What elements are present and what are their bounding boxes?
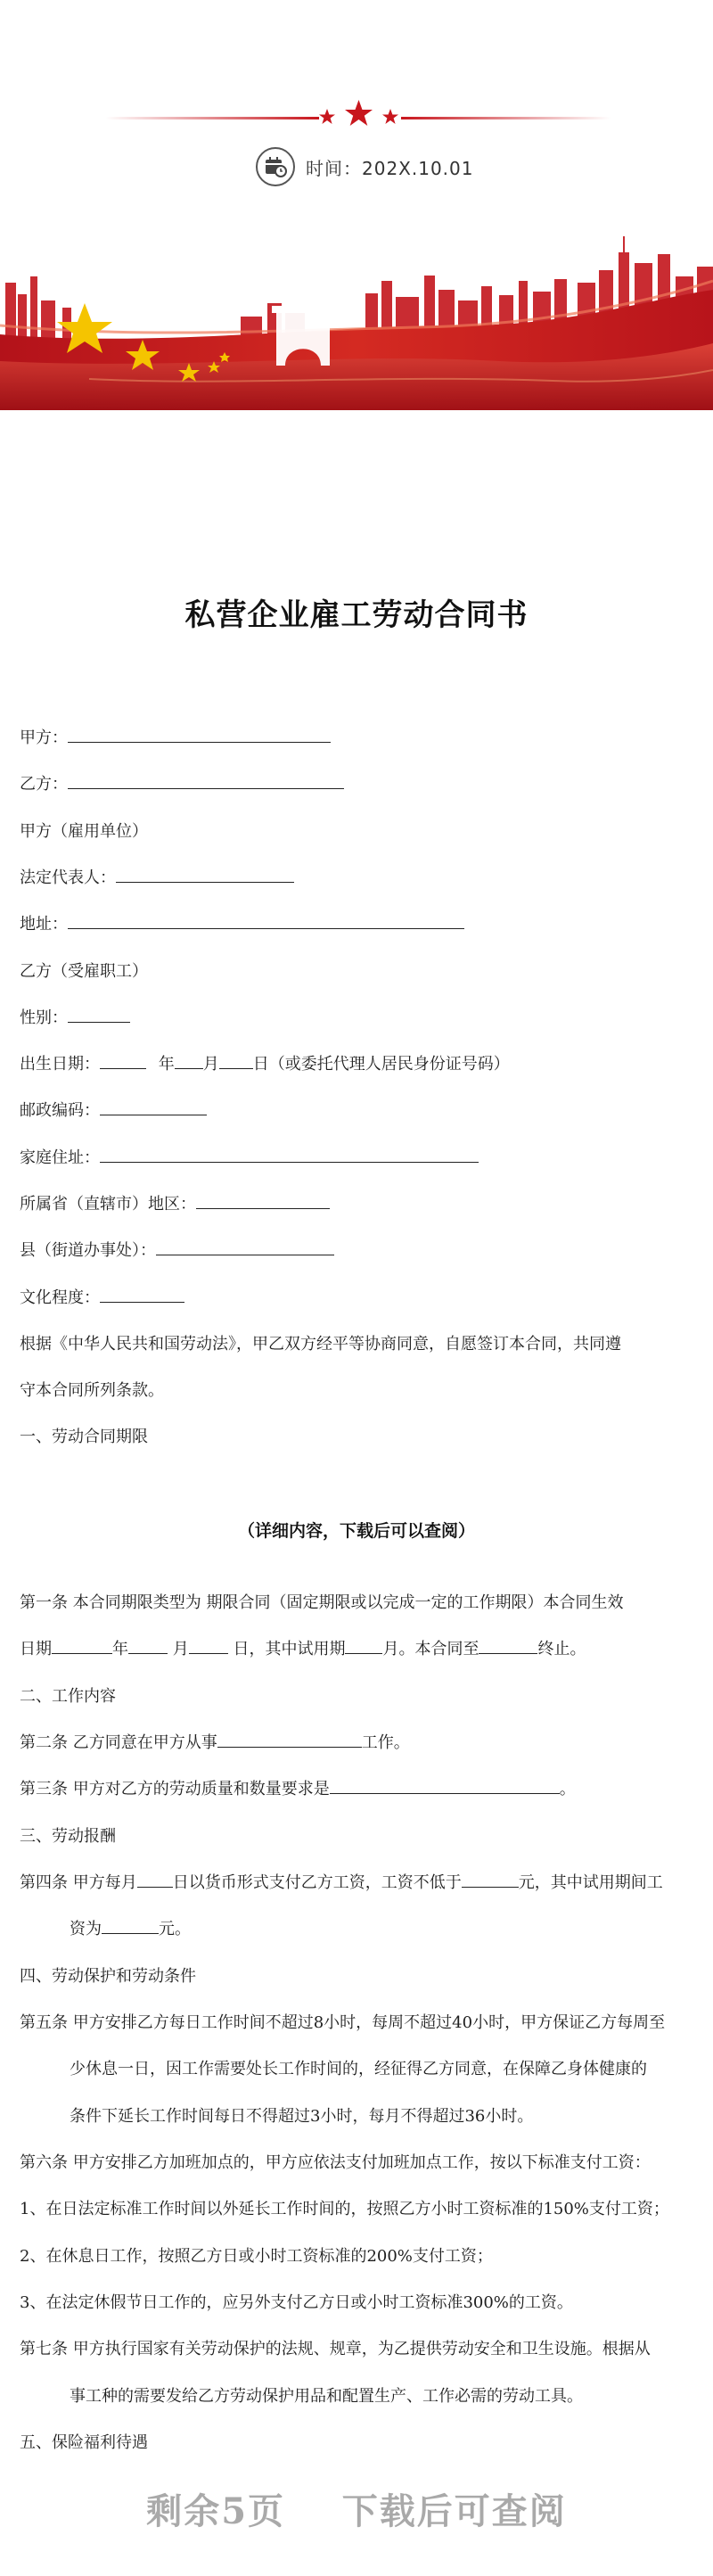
field-province: 所属省（直辖市）地区：	[20, 1191, 330, 1214]
article-4-line-2: 资为 元。	[70, 1920, 191, 1938]
article-6-item-3: 3、在法定休假节日工作的，应另外支付乙方日或小时工资标准300%的工资。	[20, 2293, 573, 2312]
header-rule-left	[105, 117, 319, 119]
download-note: （详细内容，下载后可以查阅）	[237, 1521, 475, 1541]
calendar-clock-icon	[256, 147, 295, 186]
article-4-line-1: 第四条 甲方每月 日以货币形式支付乙方工资，工资不低于 元，其中试用期间工	[20, 1873, 663, 1892]
document-title: 私营企业雇工劳动合同书	[184, 597, 529, 633]
field-postcode: 邮政编码：	[20, 1098, 207, 1121]
article-3: 第三条 甲方对乙方的劳动质量和数量要求是 。	[20, 1780, 576, 1798]
field-address: 地址：	[20, 911, 464, 934]
section-heading-3: 三、劳动报酬	[20, 1827, 116, 1846]
star-icon	[345, 100, 373, 126]
intro-line-1: 根据《中华人民共和国劳动法》，甲乙双方经平等协商同意，自愿签订本合同，共同遵	[20, 1335, 621, 1354]
date-row	[256, 147, 474, 186]
header-stars	[316, 96, 401, 137]
article-7-line-1: 第七条 甲方执行国家有关劳动保护的法规、规章，为乙提供劳动安全和卫生设施。根据从	[20, 2340, 651, 2358]
section-heading-1: 一、劳动合同期限	[20, 1428, 148, 1446]
article-2: 第二条 乙方同意在甲方从事 工作。	[20, 1733, 410, 1752]
article-5-line-1: 第五条 甲方安排乙方每日工作时间不超过8小时，每周不超过40小时，甲方保证乙方每周至	[20, 2013, 666, 2032]
field-legal-rep: 法定代表人：	[20, 865, 294, 888]
header-rule-right	[401, 117, 611, 119]
article-1-line-1: 第一条 本合同期限类型为 期限合同（固定期限或以完成一定的工作期限）本合同生效	[20, 1593, 624, 1612]
star-icon	[382, 109, 398, 124]
field-birth-date: 出生日期： 年 月 日（或委托代理人居民身份证号码）	[20, 1055, 510, 1074]
section-heading-5: 五、保险福利待遇	[20, 2433, 148, 2452]
section-heading-2: 二、工作内容	[20, 1687, 116, 1706]
intro-line-2: 守本合同所列条款。	[20, 1381, 164, 1400]
field-home-address: 家庭住址：	[20, 1145, 479, 1168]
remaining-pages-download-link[interactable]: 剩余5页 下载后可查阅	[146, 2490, 567, 2532]
field-gender: 性别：	[20, 1005, 130, 1028]
section-heading-4: 四、劳动保护和劳动条件	[20, 1967, 196, 1986]
field-party-b: 乙方：	[20, 771, 344, 794]
field-party-a: 甲方：	[20, 725, 331, 748]
document-header	[0, 0, 713, 410]
article-5-line-3: 条件下延长工作时间每日不得超过3小时，每月不得超过36小时。	[70, 2107, 534, 2126]
field-education: 文化程度：	[20, 1285, 184, 1308]
article-1-line-2: 日期 年 月 日，其中试用期 月。本合同至 终止。	[20, 1640, 586, 1658]
star-icon	[319, 109, 335, 124]
red-city-banner	[0, 227, 713, 410]
field-party-a-employer: 甲方（雇用单位）	[20, 822, 148, 841]
article-7-line-2: 事工种的需要发给乙方劳动保护用品和配置生产、工作必需的劳动工具。	[70, 2387, 583, 2406]
article-6-item-2: 2、在休息日工作，按照乙方日或小时工资标准的200%支付工资；	[20, 2247, 493, 2266]
field-party-b-employee: 乙方（受雇职工）	[20, 962, 148, 981]
date-label: 时间：202X.10.01	[306, 157, 474, 179]
article-5-line-2: 少休息一日，因工作需要处长工作时间的，经征得乙方同意，在保障乙身体健康的	[70, 2060, 647, 2078]
field-county: 县（街道办事处）：	[20, 1238, 334, 1261]
article-6-item-1: 1、在日法定标准工作时间以外延长工作时间的，按照乙方小时工资标准的150%支付工资；	[20, 2200, 669, 2218]
article-6-line-1: 第六条 甲方安排乙方加班加点的，甲方应依法支付加班加点工作，按以下标准支付工资：	[20, 2153, 651, 2172]
